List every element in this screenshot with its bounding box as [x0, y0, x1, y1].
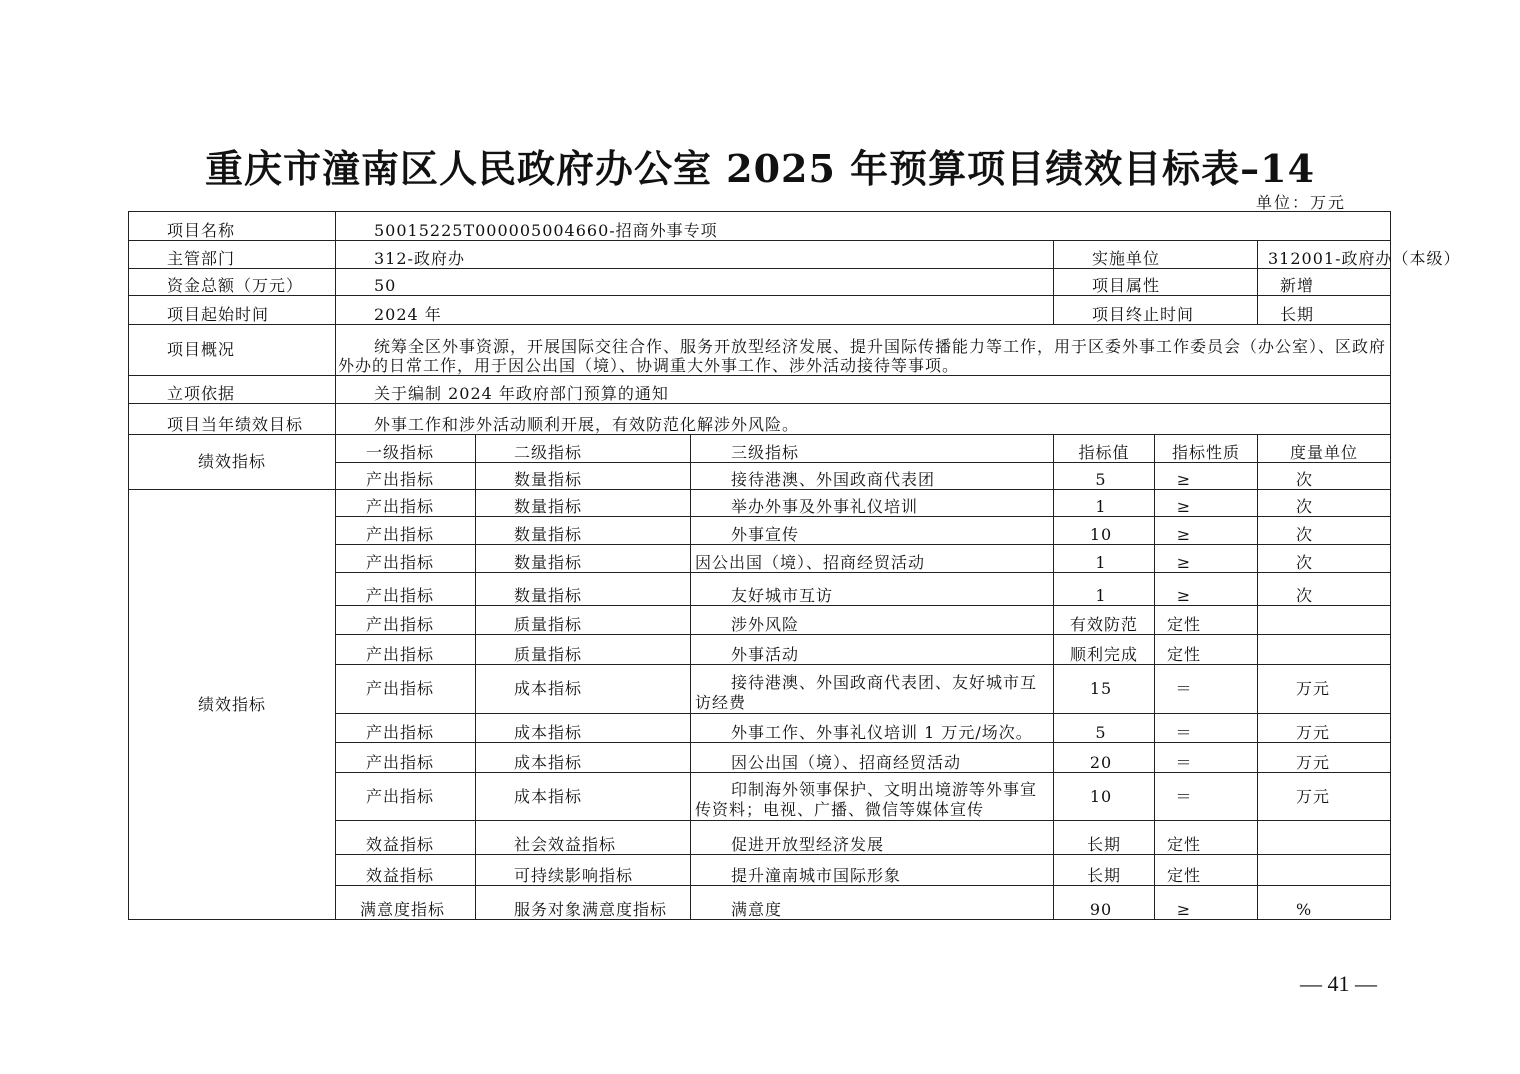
level1-cell: 产出指标 [336, 490, 476, 517]
row-project-name [129, 212, 1391, 241]
row-dept [129, 241, 1391, 269]
funds-value: 50 [336, 269, 1054, 296]
value-cell: 1 [1054, 545, 1155, 573]
page-number: — 41 — [1300, 971, 1377, 996]
level2-cell: 服务对象满意度指标 [476, 886, 691, 920]
level1-cell: 产出指标 [336, 773, 476, 821]
value-cell: 顺利完成 [1054, 635, 1155, 665]
nature-cell: 定性 [1155, 606, 1258, 635]
end-value: 长期 [1258, 296, 1391, 325]
indicator-group-label: 绩效指标 [129, 435, 336, 490]
nature-cell: ＝ [1155, 773, 1258, 821]
nature-cell: ≥ [1155, 517, 1258, 545]
level3-cell: 接待港澳、外国政商代表团 [691, 463, 1054, 490]
attr-label: 项目属性 [1054, 269, 1258, 296]
unit-cell: 万元 [1258, 665, 1391, 714]
nature-cell: ≥ [1155, 463, 1258, 490]
value-cell: 1 [1054, 573, 1155, 606]
overview-text: 统筹全区外事资源，开展国际交往合作、服务开放型经济发展、提升国际传播能力等工作，用于区委外事工作委员会（办公室）、区政府外办的日常工作，用于因公出国（境）、协调重大外事工作、涉外活动接待等事项。 [338, 336, 1387, 375]
level1-cell: 产出指标 [336, 573, 476, 606]
level2-cell: 可持续影响指标 [476, 855, 691, 886]
indicator-header-row [129, 435, 1391, 463]
unit-cell: 次 [1258, 490, 1391, 517]
value-cell: 5 [1054, 714, 1155, 743]
level2-cell: 数量指标 [476, 490, 691, 517]
value-cell: 长期 [1054, 821, 1155, 855]
unit-cell: % [1258, 886, 1391, 920]
funds-label: 资金总额（万元） [129, 269, 336, 296]
level1-cell: 产出指标 [336, 635, 476, 665]
attr-value: 新增 [1258, 269, 1391, 296]
project-name-value: 50015225T000005004660-招商外事专项 [336, 212, 1391, 241]
unit-cell: 次 [1258, 463, 1391, 490]
level2-cell: 成本指标 [476, 665, 691, 714]
level2-cell: 质量指标 [476, 635, 691, 665]
nature-cell: ≥ [1155, 490, 1258, 517]
start-value: 2024 年 [336, 296, 1054, 325]
row-funds [129, 269, 1391, 296]
level3-cell: 外事宣传 [691, 517, 1054, 545]
level2-cell: 社会效益指标 [476, 821, 691, 855]
unit-cell: 万元 [1258, 743, 1391, 773]
level2-cell: 成本指标 [476, 773, 691, 821]
level3-cell: 提升潼南城市国际形象 [691, 855, 1054, 886]
value-cell: 10 [1054, 517, 1155, 545]
header-nature: 指标性质 [1155, 435, 1258, 463]
nature-cell: 定性 [1155, 821, 1258, 855]
performance-table [128, 211, 1461, 920]
overview-label: 项目概况 [129, 325, 336, 376]
unit-cell [1258, 821, 1391, 855]
level2-cell: 数量指标 [476, 517, 691, 545]
level2-cell: 成本指标 [476, 743, 691, 773]
header-unit: 度量单位 [1258, 435, 1391, 463]
unit-cell [1258, 855, 1391, 886]
level3-cell: 友好城市互访 [691, 573, 1054, 606]
nature-cell: 定性 [1155, 855, 1258, 886]
nature-cell: ≥ [1155, 573, 1258, 606]
value-cell: 长期 [1054, 855, 1155, 886]
value-cell: 1 [1054, 490, 1155, 517]
unit-cell: 万元 [1258, 714, 1391, 743]
dept-value: 312-政府办 [336, 241, 1054, 269]
level2-cell: 数量指标 [476, 463, 691, 490]
value-cell: 10 [1054, 773, 1155, 821]
nature-cell: ＝ [1155, 714, 1258, 743]
level2-cell: 成本指标 [476, 714, 691, 743]
level3-cell: 因公出国（境）、招商经贸活动 [691, 545, 1054, 573]
level2-cell: 数量指标 [476, 573, 691, 606]
level1-cell: 产出指标 [336, 743, 476, 773]
basis-label: 立项依据 [129, 376, 336, 404]
unit-note: 单位：万元 [1256, 193, 1347, 212]
row-overview [129, 325, 1391, 376]
level2-cell: 数量指标 [476, 545, 691, 573]
level1-cell: 产出指标 [336, 606, 476, 635]
impl-label: 实施单位 [1054, 241, 1258, 269]
nature-cell: ＝ [1155, 665, 1258, 714]
level3-cell: 印制海外领事保护、文明出境游等外事宣传资料；电视、广播、微信等媒体宣传 [691, 773, 1054, 821]
indicator-group-label-main: 绩效指标 [129, 490, 336, 920]
value-cell: 有效防范 [1054, 606, 1155, 635]
level1-cell: 产出指标 [336, 463, 476, 490]
row-basis [129, 376, 1391, 404]
unit-cell: 次 [1258, 517, 1391, 545]
row-period [129, 296, 1391, 325]
unit-cell [1258, 635, 1391, 665]
goal-value: 外事工作和涉外活动顺利开展，有效防范化解涉外风险。 [336, 404, 1391, 435]
level3-cell: 涉外风险 [691, 606, 1054, 635]
value-cell: 90 [1054, 886, 1155, 920]
unit-cell: 次 [1258, 545, 1391, 573]
project-name-label: 项目名称 [129, 212, 336, 241]
level1-cell: 效益指标 [336, 821, 476, 855]
row-goal [129, 404, 1391, 435]
nature-cell: 定性 [1155, 635, 1258, 665]
dept-label: 主管部门 [129, 241, 336, 269]
header-level2: 二级指标 [476, 435, 691, 463]
start-label: 项目起始时间 [129, 296, 336, 325]
unit-cell: 次 [1258, 573, 1391, 606]
level1-cell: 产出指标 [336, 517, 476, 545]
overview-cell [336, 325, 1391, 376]
level1-cell: 产出指标 [336, 714, 476, 743]
value-cell: 15 [1054, 665, 1155, 714]
level3-cell: 接待港澳、外国政商代表团、友好城市互访经费 [691, 665, 1054, 714]
nature-cell: ＝ [1155, 743, 1258, 773]
page-title: 重庆市潼南区人民政府办公室 2025 年预算项目绩效目标表–14 [204, 146, 1316, 191]
basis-value: 关于编制 2024 年政府部门预算的通知 [336, 376, 1391, 404]
end-label: 项目终止时间 [1054, 296, 1258, 325]
value-cell: 20 [1054, 743, 1155, 773]
header-value: 指标值 [1054, 435, 1155, 463]
level1-cell: 产出指标 [336, 665, 476, 714]
level1-cell: 效益指标 [336, 855, 476, 886]
header-level1: 一级指标 [336, 435, 476, 463]
level1-cell: 满意度指标 [336, 886, 476, 920]
level1-cell: 产出指标 [336, 545, 476, 573]
value-cell: 5 [1054, 463, 1155, 490]
impl-value: 312001-政府办（本级） [1258, 241, 1391, 269]
unit-cell [1258, 606, 1391, 635]
header-level3: 三级指标 [691, 435, 1054, 463]
level3-cell: 满意度 [691, 886, 1054, 920]
nature-cell: ≥ [1155, 886, 1258, 920]
nature-cell: ≥ [1155, 545, 1258, 573]
goal-label: 项目当年绩效目标 [129, 404, 336, 435]
level2-cell: 质量指标 [476, 606, 691, 635]
level3-cell: 外事活动 [691, 635, 1054, 665]
table-row [129, 490, 1391, 517]
level3-cell: 促进开放型经济发展 [691, 821, 1054, 855]
level3-cell: 举办外事及外事礼仪培训 [691, 490, 1054, 517]
level3-cell: 因公出国（境）、招商经贸活动 [691, 743, 1054, 773]
level3-cell: 外事工作、外事礼仪培训 1 万元/场次。 [691, 714, 1054, 743]
unit-cell: 万元 [1258, 773, 1391, 821]
